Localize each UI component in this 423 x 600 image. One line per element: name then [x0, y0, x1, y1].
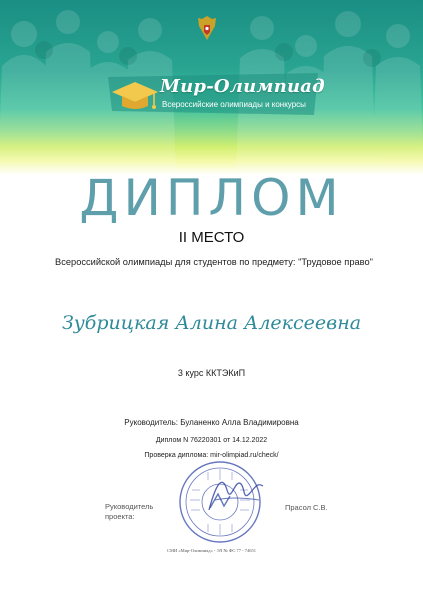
project-leader-label: Руководитель проекта:	[105, 502, 154, 521]
russian-coat-of-arms-icon	[196, 14, 218, 42]
handwritten-signature	[205, 470, 265, 520]
media-registration-footer: СМИ «Мир-Олимпиад» - ЭЛ № ФС 77 - 74651	[166, 548, 257, 553]
course-info: 3 курс ККТЭКиП	[177, 368, 246, 378]
recipient-name: Зубрицкая Алина Алексеевна	[61, 312, 362, 334]
verification-link: Проверка диплома: mir-olimpiad.ru/check/	[144, 452, 279, 459]
logo-title: Мир-Олимпиад	[160, 76, 325, 97]
diploma-number: Диплом N 76220301 от 14.12.2022	[155, 437, 268, 444]
olympiad-subject: Всероссийской олимпиады для студентов по предмету: "Трудовое право"	[55, 257, 373, 267]
graduation-cap-icon	[110, 78, 160, 114]
diploma-title: ДИПЛОМ	[79, 169, 344, 227]
place-award: II МЕСТО	[178, 229, 245, 246]
supervisor-line: Руководитель: Буланенко Алла Владимировна	[124, 418, 299, 427]
logo-subtitle: Всероссийские олимпиады и конкурсы	[162, 100, 306, 109]
signer-name: Прасол С.В.	[285, 503, 328, 512]
header-banner	[0, 0, 423, 175]
